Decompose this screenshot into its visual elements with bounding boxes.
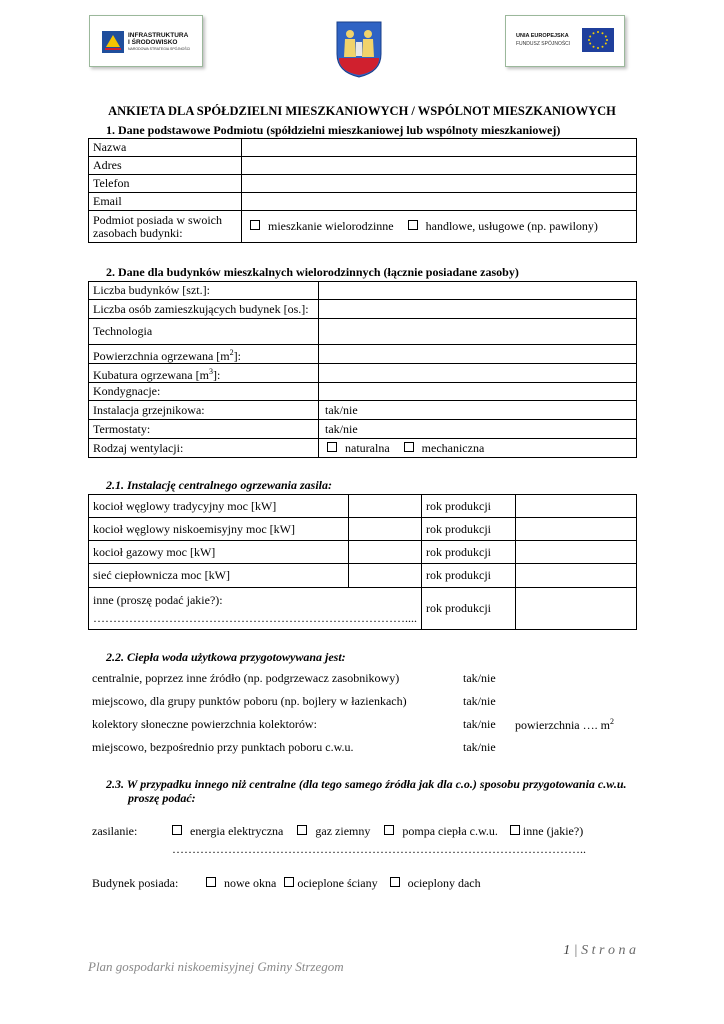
radiators-value[interactable]: tak/nie xyxy=(319,401,637,420)
technology-field[interactable] xyxy=(319,319,637,345)
mechanical-vent-checkbox[interactable] xyxy=(404,442,414,452)
coat-of-arms-icon xyxy=(335,20,383,78)
section22-heading: 2.2. Ciepła woda użytkowa przygotowywana jest: xyxy=(106,650,346,664)
insulated-walls-label: ocieplone ściany xyxy=(297,876,378,890)
thermostats-value[interactable]: tak/nie xyxy=(319,420,637,439)
section2-table xyxy=(88,281,637,458)
section21-table xyxy=(88,494,637,630)
district-heating-year[interactable] xyxy=(516,564,637,588)
possess-label: Podmiot posiada w swoich zasobach budynki: xyxy=(89,211,242,243)
phone-label: Telefon xyxy=(89,175,242,193)
phone-field[interactable] xyxy=(242,175,637,193)
heat-pump-label: pompa ciepła c.w.u. xyxy=(402,824,498,838)
year-label: rok produkcji xyxy=(422,495,516,518)
table-row xyxy=(89,495,637,518)
section23-heading: 2.3. W przypadku innego niż centralne (dla tego samego źródła jak dla c.o.) sposobu przygotowania c.w.u. xyxy=(106,777,627,791)
hw-local-label: miejscowo, bezpośrednio przy punktach poboru c.w.u. xyxy=(92,740,354,754)
table-row xyxy=(89,564,637,588)
other-source-label: inne (proszę podać jakie?): xyxy=(93,592,223,607)
year-label: rok produkcji xyxy=(422,518,516,541)
radiators-label: Instalacja grzejnikowa: xyxy=(89,401,319,420)
table-row xyxy=(89,157,637,175)
logo-left-line2: I ŚRODOWISKO xyxy=(128,39,178,46)
heated-area-field[interactable] xyxy=(319,345,637,364)
table-row xyxy=(89,139,637,157)
address-field[interactable] xyxy=(242,157,637,175)
table-row xyxy=(89,319,637,345)
multifamily-label: mieszkanie wielorodzinne xyxy=(268,219,394,233)
other-supply-checkbox[interactable] xyxy=(510,825,520,835)
solar-area-field[interactable]: powierzchnia …. $m^2$ xyxy=(515,717,614,732)
table-row xyxy=(89,364,637,383)
heat-pump-checkbox[interactable] xyxy=(384,825,394,835)
table-row xyxy=(89,439,637,458)
other-supply-field[interactable]: ………………………………………………………………………………………….. xyxy=(172,842,586,856)
table-row xyxy=(89,588,637,630)
other-supply-label: inne (jakie?) xyxy=(522,824,584,838)
new-windows-checkbox[interactable] xyxy=(206,877,216,887)
buildings-count-field[interactable] xyxy=(319,282,637,300)
coal-lowemission-power[interactable] xyxy=(349,518,422,541)
footer-plan-title: Plan gospodarki niskoemisyjnej Gminy Strzegom xyxy=(88,959,344,974)
page-number: 1 | S t r o n a xyxy=(563,943,636,958)
storeys-label: Kondygnacje: xyxy=(89,383,319,401)
mechanical-vent-label: mechaniczna xyxy=(421,440,485,455)
storeys-field[interactable] xyxy=(319,383,637,401)
coal-traditional-label: kocioł węglowy tradycyjny moc [kW] xyxy=(89,495,349,518)
logo-left-line3: NARODOWA STRATEGIA SPÓJNOŚCI xyxy=(128,47,191,51)
natural-vent-label: naturalna xyxy=(345,440,390,455)
table-row xyxy=(89,383,637,401)
document-title: ANKIETA DLA SPÓŁDZIELNI MIESZKANIOWYCH / WSPÓLNOT MIESZKANIOWYCH xyxy=(108,104,616,118)
hw-group-label: miejscowo, dla grupy punktów poboru (np. bojlery w łazienkach) xyxy=(92,694,407,708)
table-row xyxy=(89,193,637,211)
district-heating-label: sieć ciepłownicza moc [kW] xyxy=(89,564,349,588)
insulated-roof-label: ocieplony dach xyxy=(407,876,481,890)
gas-label: gaz ziemny xyxy=(315,824,371,838)
year-label: rok produkcji xyxy=(422,541,516,564)
insulated-roof-checkbox[interactable] xyxy=(390,877,400,887)
logo-left-line1: INFRASTRUKTURA xyxy=(128,32,189,39)
hw-solar-value[interactable]: tak/nie xyxy=(463,717,496,731)
ventilation-label: Rodzaj wentylacji: xyxy=(89,439,319,458)
residents-label: Liczba osób zamieszkujących budynek [os.]: xyxy=(89,300,319,319)
coal-traditional-year[interactable] xyxy=(516,495,637,518)
section21-heading: 2.1. Instalację centralnego ogrzewania zasila: xyxy=(106,478,333,492)
table-row xyxy=(89,401,637,420)
name-field[interactable] xyxy=(242,139,637,157)
district-heating-power[interactable] xyxy=(349,564,422,588)
heated-volume-field[interactable] xyxy=(319,364,637,383)
email-label: Email xyxy=(89,193,242,211)
coal-lowemission-label: kocioł węglowy niskoemisyjny moc [kW] xyxy=(89,518,349,541)
new-windows-label: nowe okna xyxy=(224,876,277,890)
heated-volume-label: Kubatura ogrzewana $[m^3]$: xyxy=(89,364,319,383)
gas-boiler-power[interactable] xyxy=(349,541,422,564)
hw-central-value[interactable]: tak/nie xyxy=(463,671,496,685)
other-source-year[interactable] xyxy=(516,588,637,630)
table-row xyxy=(89,211,637,243)
logo-infrastruktura xyxy=(89,15,203,67)
coal-lowemission-year[interactable] xyxy=(516,518,637,541)
year-label: rok produkcji xyxy=(422,588,516,630)
gas-boiler-year[interactable] xyxy=(516,541,637,564)
table-row xyxy=(89,420,637,439)
table-row xyxy=(89,345,637,364)
insulated-walls-checkbox[interactable] xyxy=(284,877,294,887)
supply-label: zasilanie: xyxy=(92,824,138,838)
residents-field[interactable] xyxy=(319,300,637,319)
building-has-label: Budynek posiada: xyxy=(92,876,179,890)
logo-unia-europejska xyxy=(505,15,625,67)
table-row xyxy=(89,541,637,564)
address-label: Adres xyxy=(89,157,242,175)
hw-group-value[interactable]: tak/nie xyxy=(463,694,496,708)
section1-heading: 1. Dane podstawowe Podmiotu (spółdzielni mieszkaniowej lub wspólnoty mieszkaniowej) xyxy=(106,123,561,137)
table-row xyxy=(89,300,637,319)
gas-checkbox[interactable] xyxy=(297,825,307,835)
natural-vent-checkbox[interactable] xyxy=(327,442,337,452)
name-label: Nazwa xyxy=(89,139,242,157)
section1-table xyxy=(88,138,637,243)
logo-right-line2: FUNDUSZ SPÓJNOŚCI xyxy=(516,41,571,47)
heated-area-label: Powierzchnia ogrzewana $[m^2]$: xyxy=(89,345,319,364)
table-row xyxy=(89,175,637,193)
hw-local-value[interactable]: tak/nie xyxy=(463,740,496,754)
electric-checkbox[interactable] xyxy=(172,825,182,835)
logo-right-line1: UNIA EUROPEJSKA xyxy=(516,33,569,39)
table-row xyxy=(89,518,637,541)
email-field[interactable] xyxy=(242,193,637,211)
buildings-count-label: Liczba budynków [szt.]: xyxy=(89,282,319,300)
commercial-checkbox[interactable] xyxy=(408,220,418,230)
eu-flag-icon xyxy=(582,28,614,52)
hw-solar-label: kolektory słoneczne powierzchnia kolektorów: xyxy=(92,717,317,731)
commercial-label: handlowe, usługowe (np. pawilony) xyxy=(425,219,598,233)
section2-heading: 2. Dane dla budynków mieszkalnych wielorodzinnych (łącznie posiadane zasoby) xyxy=(106,265,519,279)
year-label: rok produkcji xyxy=(422,564,516,588)
other-source-field[interactable]: …………………………………………………………………….... xyxy=(93,610,417,625)
thermostats-label: Termostaty: xyxy=(89,420,319,439)
table-row xyxy=(89,282,637,300)
section23-heading-cont: proszę podać: xyxy=(128,791,196,805)
gas-boiler-label: kocioł gazowy moc [kW] xyxy=(89,541,349,564)
technology-label: Technologia xyxy=(89,319,319,345)
hw-central-label: centralnie, poprzez inne źródło (np. podgrzewacz zasobnikowy) xyxy=(92,671,400,685)
multifamily-checkbox[interactable] xyxy=(250,220,260,230)
infrastruktura-emblem-icon xyxy=(102,31,124,53)
coal-traditional-power[interactable] xyxy=(349,495,422,518)
electric-label: energia elektryczna xyxy=(190,824,284,838)
